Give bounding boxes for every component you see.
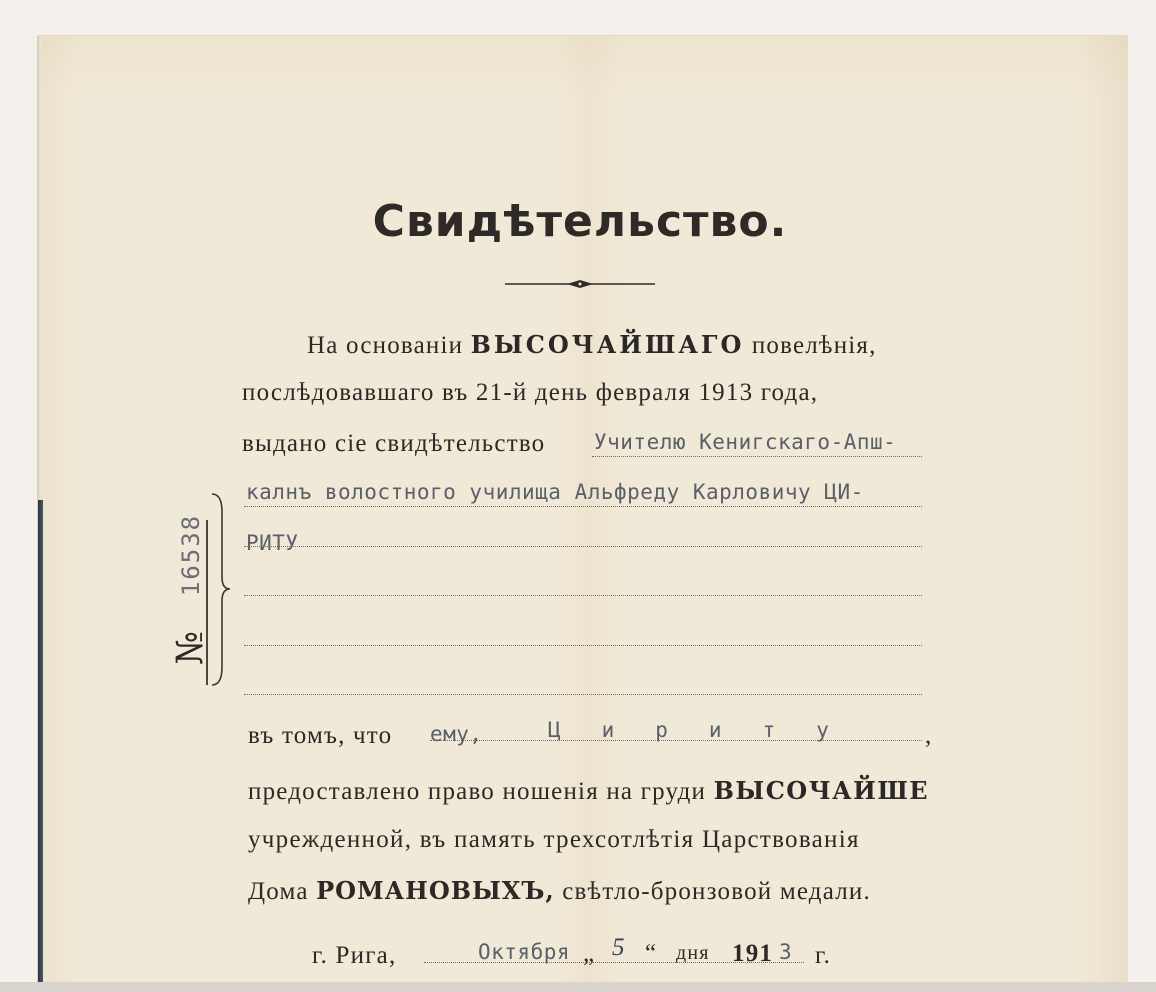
text-line-5-typed: РИТУ — [246, 531, 299, 555]
number-brace — [210, 492, 232, 687]
text-line-9-printed: въ томъ, что — [248, 722, 393, 749]
line1-bold: ВЫСОЧАЙШАГО — [470, 330, 745, 359]
fill-line-4 — [244, 506, 922, 507]
certificate-title: Свидѣтельство. — [372, 196, 788, 247]
quote-close: “ — [645, 940, 658, 967]
text-line-3-printed: выдано сіе свидѣтельство — [242, 430, 546, 457]
place: г. Рига, — [312, 942, 397, 969]
year-printed: 191 — [732, 940, 774, 967]
year-typed: 3 — [779, 940, 793, 964]
certificate-number: 16538 — [177, 513, 205, 597]
fill-line-9 — [430, 740, 922, 741]
fill-line-5 — [244, 546, 922, 547]
date-fill-line — [424, 962, 804, 963]
text-line-10 — [248, 776, 929, 806]
binding-cover-edge — [38, 500, 43, 992]
title-ornament — [505, 278, 655, 290]
fill-line-6 — [244, 595, 922, 596]
number-sign: № — [170, 630, 211, 666]
year-suffix: г. — [815, 942, 832, 969]
day-handwritten: 5 — [612, 934, 626, 961]
line9-printed-b: свѣтло-бронзовой медали. — [562, 878, 871, 905]
line1-printed-b: повелѣнія, — [751, 332, 877, 359]
text-line-4-typed: калнъ волостного училища Альфреду Карловичу ЦИ- — [246, 480, 864, 504]
text-line-3-typed: Учителю Кенигскаго-Апш- — [594, 430, 897, 454]
scan-bottom-strip — [0, 982, 1156, 992]
line9-printed-a: Дома — [248, 878, 309, 905]
text-line-11: учрежденной, въ память трехсотлѣтія Царствованія — [248, 826, 860, 853]
text-line-9-typed-b: Цириту — [548, 718, 870, 742]
line7-printed: предоставлено право ношенія на груди — [248, 778, 707, 805]
text-line-9-typed-a: ему, — [430, 722, 483, 746]
fill-line-8 — [244, 694, 922, 695]
fill-line-3 — [592, 456, 922, 457]
month-typed: Октября — [478, 940, 571, 964]
text-line-2: послѣдовавшаго въ 21-й день февраля 1913 года, — [242, 379, 819, 406]
text-line-12 — [248, 876, 871, 906]
fill-line-7 — [244, 645, 922, 646]
text-line-1 — [307, 330, 877, 360]
line7-bold: ВЫСОЧАЙШЕ — [713, 776, 930, 805]
day-word: дня — [676, 942, 710, 964]
text-line-9-comma: , — [925, 722, 933, 749]
line9-bold: РОМАНОВЫХЪ, — [316, 876, 555, 905]
quote-open: „ — [583, 940, 596, 967]
line1-printed-a: На основаніи — [307, 332, 464, 359]
